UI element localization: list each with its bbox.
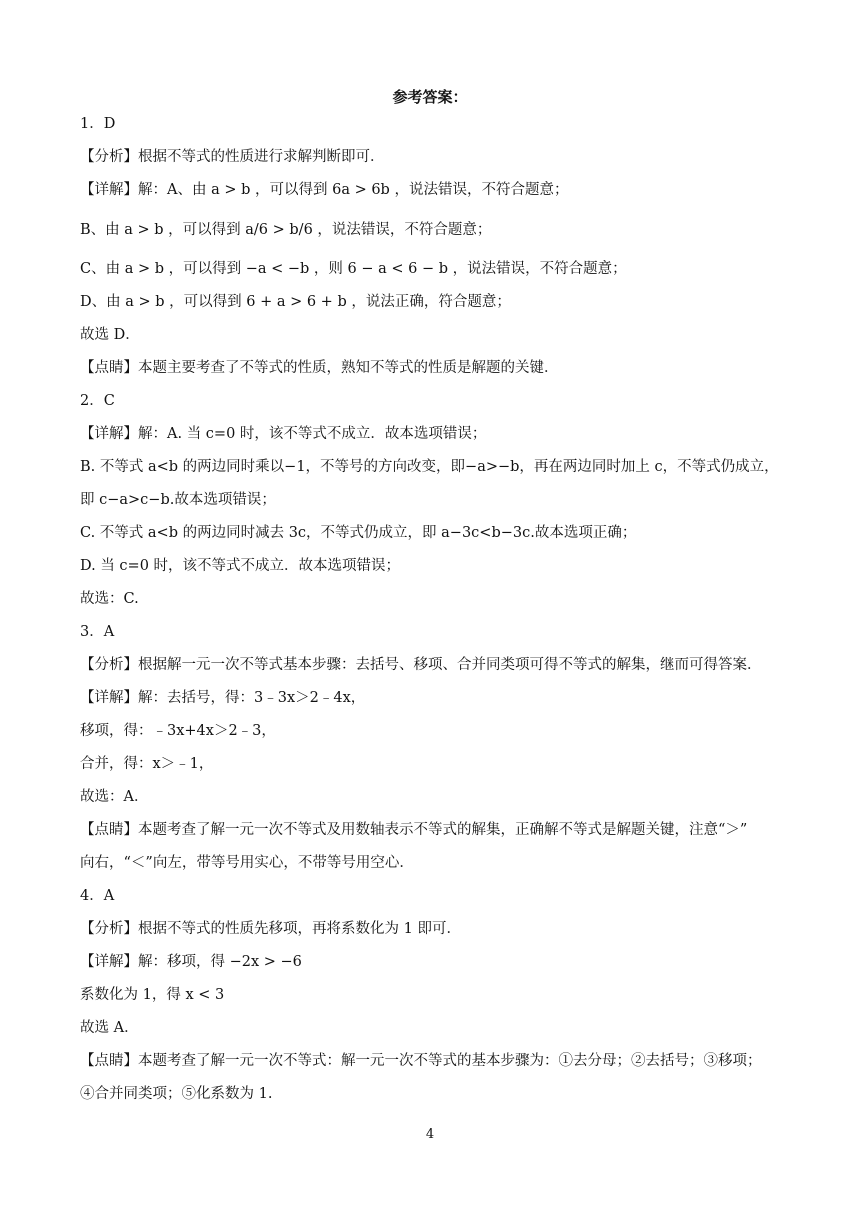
answer-4-comment: 【点睛】本题考查了解一元一次不等式：解一元一次不等式的基本步骤为：①去分母；②去括号；③移项； (80, 1053, 762, 1069)
answer-3-step-2: 移项，得：﹣3x+4x＞2﹣3， (80, 723, 276, 739)
answer-2-detail-c: C. 不等式 a<b 的两边同时减去 3c，不等式仍成立，即 a−3c<b−3c.故本选项正确； (80, 525, 637, 541)
answer-1-comment: 【点睛】本题主要考查了不等式的性质，熟知不等式的性质是解题的关键． (80, 360, 559, 376)
answer-2-heading: 2．C (80, 393, 115, 409)
page-number: 4 (425, 1127, 435, 1142)
answer-1-detail-d: D、由 a > b ，可以得到 6 + a > 6 + b ，说法正确，符合题意； (80, 294, 511, 310)
answer-4-comment-cont: ④合并同类项；⑤化系数为 1. (80, 1086, 273, 1102)
answer-3-step-3: 合并，得：x＞﹣1， (80, 756, 214, 772)
answer-2-detail-b: B. 不等式 a<b 的两边同时乘以−1，不等号的方向改变，即−a>−b，再在两边同时加上 c，不等式仍成立， (80, 459, 779, 475)
answer-4-analysis: 【分析】根据不等式的性质先移项，再将系数化为 1 即可． (80, 921, 461, 937)
answer-3-analysis: 【分析】根据解一元一次不等式基本步骤：去括号、移项、合并同类项可得不等式的解集，继而可得答案． (80, 657, 762, 673)
answer-1-heading: 1．D (80, 116, 116, 132)
answer-1-detail-b: B、由 a > b ，可以得到 a/6 > b/6 ，说法错误，不符合题意； (80, 222, 492, 238)
answer-2-detail-a: 【详解】解：A. 当 c=0 时，该不等式不成立．故本选项错误； (80, 426, 487, 442)
answer-2-choice: 故选：C. (80, 591, 139, 607)
answer-1-detail-c: C、由 a > b ，可以得到 −a < −b ，则 6 − a < 6 − b ，说法错误，不符合题意； (80, 261, 627, 277)
answer-1-choice: 故选 D． (80, 327, 140, 343)
page-title: 参考答案： (392, 88, 468, 106)
answer-2-detail-d: D. 当 c=0 时，该不等式不成立．故本选项错误； (80, 558, 401, 574)
answer-3-choice: 故选：A． (80, 789, 149, 805)
answer-3-heading: 3．A (80, 624, 115, 640)
answer-4-heading: 4．A (80, 888, 115, 904)
answer-4-choice: 故选 A． (80, 1020, 139, 1036)
answer-1-analysis: 【分析】根据不等式的性质进行求解判断即可． (80, 149, 385, 165)
answer-2-detail-b-cont: 即 c−a>c−b.故本选项错误； (80, 492, 276, 508)
answer-1-detail-a: 【详解】解：A、由 a > b ，可以得到 6a > 6b ，说法错误，不符合题意； (80, 182, 569, 198)
answer-3-comment-cont: 向右，“＜”向左，带等号用实心，不带等号用空心． (80, 855, 414, 871)
answer-4-step-2: 系数化为 1，得 x < 3 (80, 987, 225, 1003)
answer-3-comment: 【点睛】本题考查了解一元一次不等式及用数轴表示不等式的解集，正确解不等式是解题关键，注意“＞” (80, 822, 748, 838)
answer-4-step-1: 【详解】解：移项，得 −2x > −6 (80, 954, 302, 970)
answer-3-step-1: 【详解】解：去括号，得：3﹣3x＞2﹣4x， (80, 690, 366, 706)
